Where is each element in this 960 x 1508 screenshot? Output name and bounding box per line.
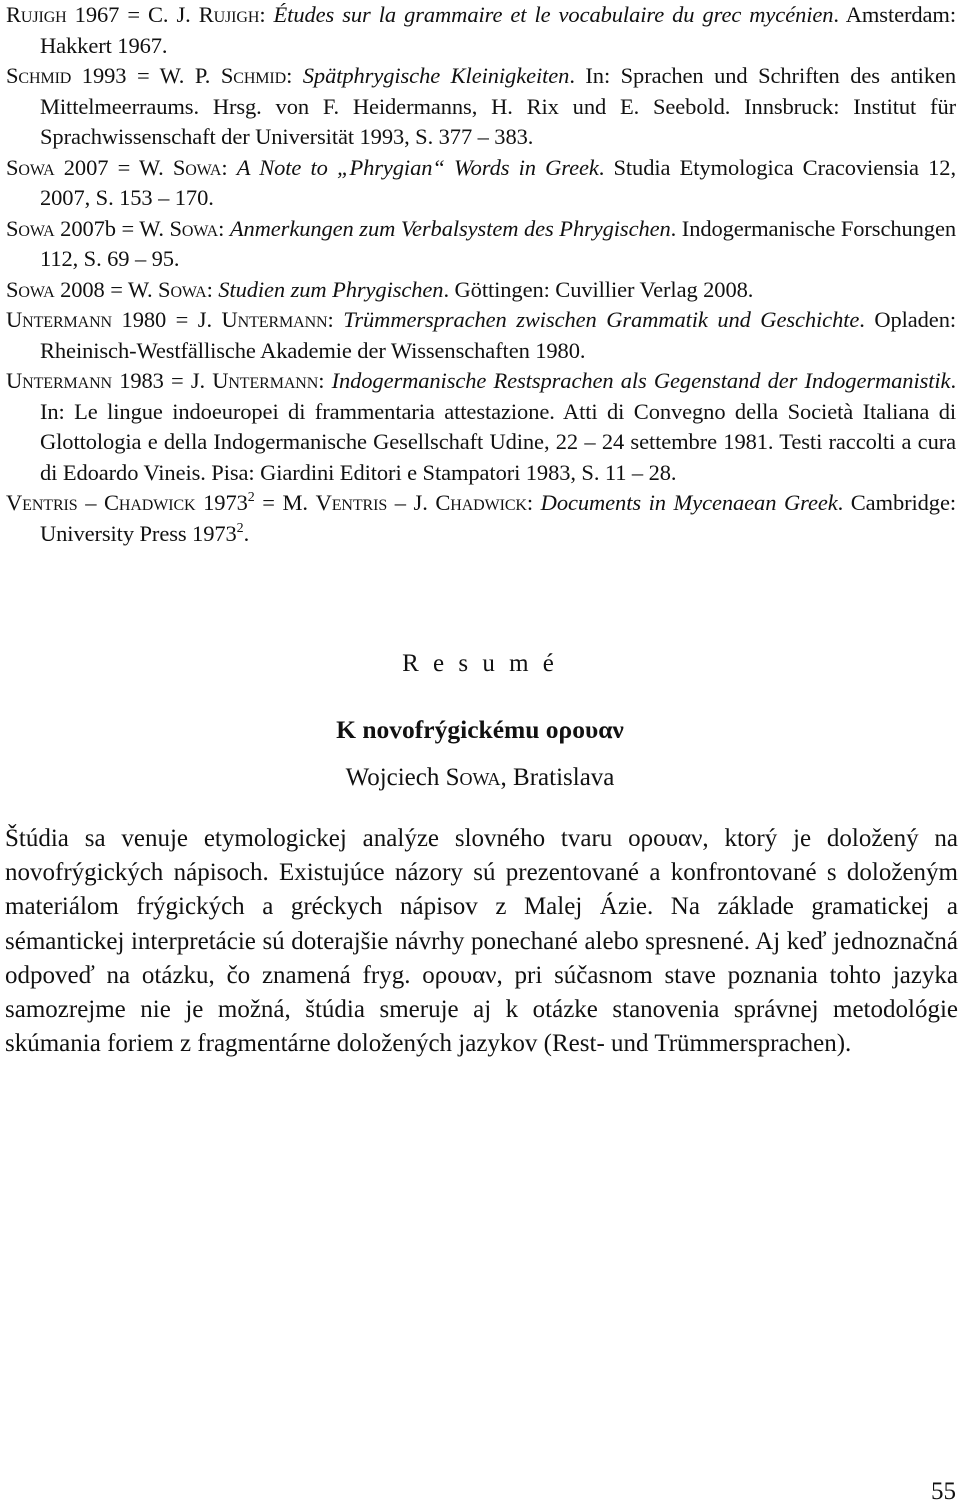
bib-author: Sowa <box>172 154 222 180</box>
bib-author: Chadwick <box>435 490 527 515</box>
bib-key: Untermann <box>6 368 113 393</box>
bib-author-rest: : <box>218 215 230 241</box>
edition-superscript: 2 <box>236 520 244 536</box>
bib-author: Untermann <box>212 368 319 393</box>
bib-entry-ventris-chadwick-1973 <box>6 488 956 549</box>
bib-author: Untermann <box>221 307 328 332</box>
bib-key-rest: 1993 = W. P. <box>71 63 221 88</box>
bib-end: . <box>243 520 250 546</box>
bib-publication: . Indogermanische Forschungen 112, S. 69 – 95. <box>40 215 956 271</box>
bib-key-dash: – <box>77 490 104 515</box>
bib-entry-untermann-1983 <box>6 366 956 488</box>
bib-publication: . Cambridge: University Press 1973 <box>40 490 956 546</box>
bib-author-rest: : <box>259 2 274 27</box>
bib-title: Spätphrygische Kleinigkeiten <box>302 63 570 88</box>
bib-key-rest: 1967 = C. J. <box>66 2 199 27</box>
bib-author-rest: : <box>221 154 237 180</box>
bib-key: Untermann <box>6 307 113 332</box>
bib-entry-sowa-2007 <box>6 153 956 214</box>
bib-key: Chadwick <box>103 490 196 515</box>
bib-entry-untermann-1980 <box>6 305 956 366</box>
bib-author-rest: : <box>327 307 344 332</box>
author-first-name: Wojciech <box>345 764 446 791</box>
bib-title: Études sur la grammaire et le vocabulaire du grec mycénien <box>273 2 834 27</box>
bib-author-rest: : <box>206 276 219 302</box>
author-last-name: Sowa <box>445 764 501 791</box>
bib-publication: . Amsterdam: Hakkert 1967. <box>40 2 956 58</box>
bib-publication: . Studia Etymologica Cracoviensia 12, 2007, S. 153 – 170. <box>40 154 956 210</box>
bib-key: Rujigh <box>6 2 67 27</box>
bib-entry-sowa-2008 <box>6 275 956 306</box>
bib-key: Sowa <box>6 154 55 180</box>
bib-author: Ventris <box>315 490 388 515</box>
bib-key-rest: 2007 = W. <box>54 154 173 180</box>
bib-title: A Note to „Phrygian“ Words in Greek <box>236 154 599 180</box>
bib-key-year: 1973 <box>195 490 248 515</box>
page-number: 55 <box>931 1478 956 1505</box>
bib-publication: . Göttingen: Cuvillier Verlag 2008. <box>443 276 754 302</box>
bib-key-rest: = M. <box>254 490 316 515</box>
bib-key-rest: 2008 = W. <box>54 276 159 302</box>
bib-author: Sowa <box>158 276 207 302</box>
bib-author: Schmid <box>220 63 287 88</box>
bib-title: Documents in Mycenaean Greek <box>540 490 838 515</box>
bib-entry-rujigh-1967 <box>6 0 956 61</box>
bib-author: Sowa <box>169 215 219 241</box>
bib-author-rest: : <box>286 63 303 88</box>
resume-heading: R e s u m é <box>402 650 558 677</box>
bib-key: Sowa <box>6 215 55 241</box>
bib-author-dash: – J. <box>387 490 436 515</box>
bib-entry-sowa-2007b <box>6 214 956 275</box>
resume-title: K novofrýgickému ορουαν <box>336 715 624 744</box>
edition-superscript: 2 <box>247 490 255 505</box>
author-place: , Bratislava <box>500 764 615 791</box>
bib-author: Rujigh <box>198 2 260 27</box>
bibliography <box>6 0 956 549</box>
bib-author-rest: : <box>526 490 541 515</box>
bib-publication: . In: Le lingue indoeuropei di frammentaria attestazione. Atti di Convegno della Società Italiana di Glottologia e della Indogermanische Gesellschaft Udine, 22 – 24 settembre 1981. Testi raccolti a cura di Edoardo Vineis. Pisa: Giardini Editori e Stampatori 1983, S. 11 – 28. <box>40 368 956 485</box>
bib-key-rest: 1980 = J. <box>112 307 222 332</box>
resume-author <box>0 764 960 792</box>
bib-title: Indogermanische Restsprachen als Gegenstand der Indogermanistik <box>331 368 951 393</box>
bib-key: Ventris <box>6 490 78 515</box>
bib-publication: . Opladen: Rheinisch-Westfällische Akademie der Wissenschaften 1980. <box>40 307 956 363</box>
bib-title: Studien zum Phrygischen <box>218 276 444 302</box>
bib-key-rest: 1983 = J. <box>112 368 213 393</box>
bib-key: Schmid <box>6 63 72 88</box>
bib-author-rest: : <box>318 368 332 393</box>
resume-abstract: Štúdia sa venuje etymologickej analýze slovného tvaru ορουαν, ktorý je doložený na novofrýgických nápisoch. Existujúce názory sú prezentované a konfrontované s doloženým materiálom frýgických a gréckych nápisov z Malej Ázie. Na základe gramatickej a sémantickej interpretácie sú doterajšie návrhy ponechané alebo spresnené. Aj keď jednoznačná odpoveď na otázku, čo znamená fryg. ορουαν, pri súčasnom stave poznania tohto jazyka samozrejme nie je možná, štúdia smeruje aj k otázke stanovenia správnej metodológie skúmania foriem z fragmentárne doložených jazykov (Rest- und Trümmersprachen). <box>5 825 958 1058</box>
bib-title: Anmerkungen zum Verbalsystem des Phrygischen <box>229 215 671 241</box>
bib-key-rest: 2007b = W. <box>54 215 170 241</box>
bib-publication: . In: Sprachen und Schriften des antiken Mittelmeerraums. Hrsg. von F. Heidermanns, H. Rix und E. Seebold. Innsbruck: Institut für Sprachwissenschaft der Universität 1993, S. 377 – 383. <box>40 63 957 149</box>
bib-key: Sowa <box>6 276 55 302</box>
bib-title: Trümmersprachen zwischen Grammatik und Geschichte <box>343 307 860 332</box>
bib-entry-schmid-1993 <box>6 61 956 153</box>
